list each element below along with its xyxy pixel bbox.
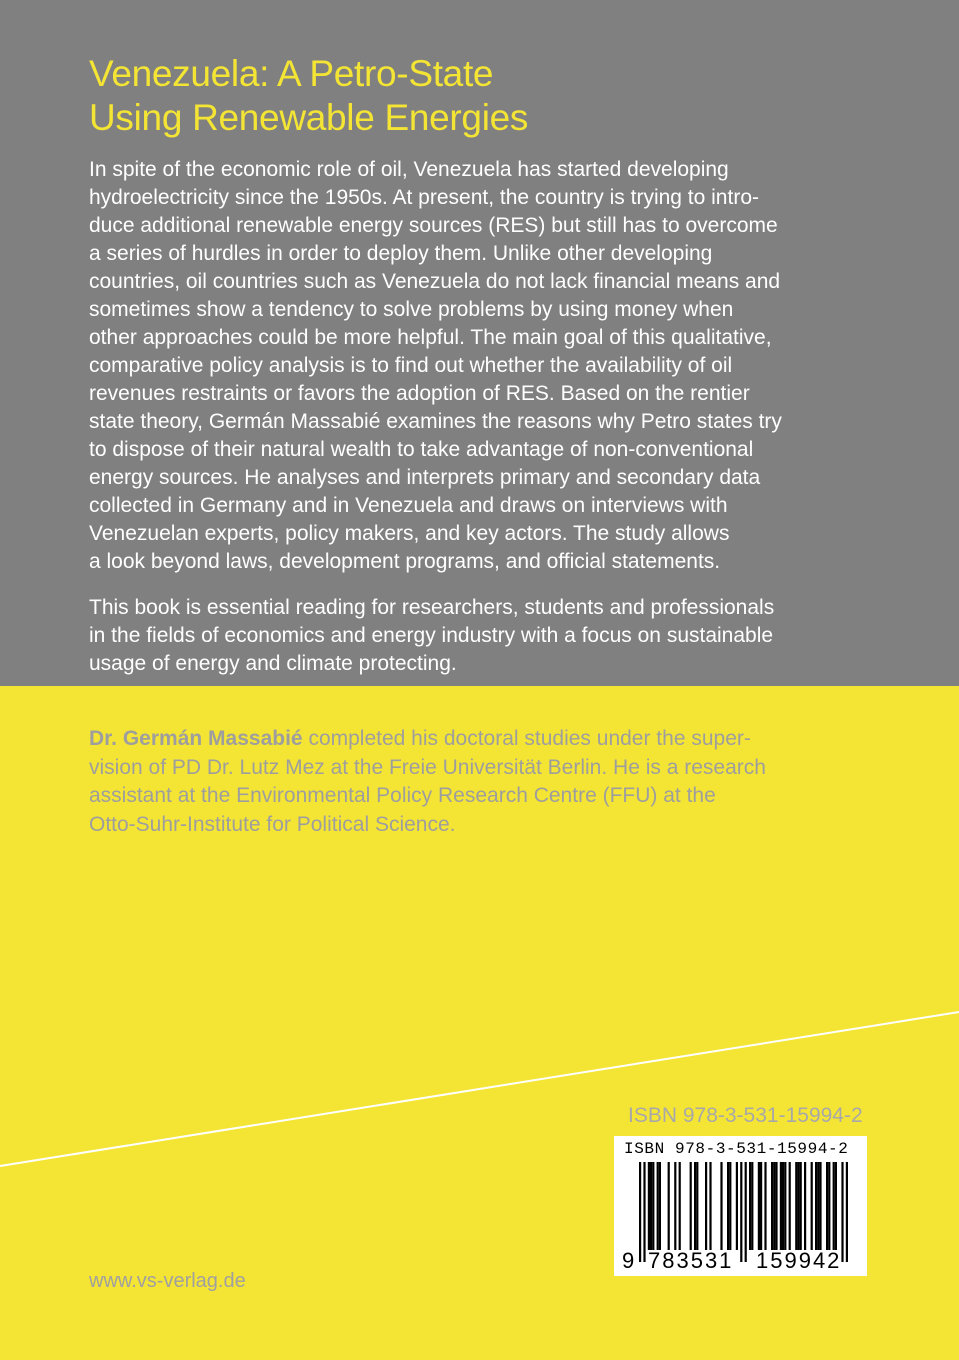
barcode-bar: [797, 1162, 799, 1250]
barcode-bar: [800, 1162, 802, 1250]
barcode-isbn-text: ISBN 978-3-531-15994-2: [624, 1140, 849, 1158]
title-line-2: Using Renewable Energies: [89, 97, 529, 138]
description-line: sometimes show a tendency to solve problems by using money when: [89, 298, 734, 321]
author-name: Dr. Germán Massabié: [89, 727, 303, 750]
barcode-bar: [679, 1162, 681, 1250]
barcode: [614, 1136, 867, 1276]
barcode-bar: [650, 1162, 652, 1250]
barcode-bar: [749, 1162, 751, 1250]
barcode-bar: [764, 1162, 766, 1250]
barcode-digits-right: 159942: [756, 1248, 842, 1273]
barcode-bar: [696, 1162, 698, 1250]
audience-line: in the fields of economics and energy industry with a focus on sustainable: [89, 624, 774, 647]
barcode-bar: [846, 1162, 848, 1262]
barcode-bar: [690, 1162, 692, 1250]
barcode-bar: [729, 1162, 731, 1250]
barcode-bar: [828, 1162, 830, 1250]
description-line: state theory, Germán Massabié examines the reasons why Petro states try: [89, 410, 782, 433]
description-line: hydroelectricity since the 1950s. At present, the country is trying to intro-: [89, 186, 759, 209]
barcode-bar: [727, 1162, 729, 1250]
barcode-bar: [775, 1162, 777, 1250]
barcode-bar: [826, 1162, 828, 1250]
barcode-bar: [819, 1162, 821, 1250]
barcode-bar: [784, 1162, 786, 1250]
barcode-bar: [736, 1162, 738, 1250]
description-line: other approaches could be more helpful. The main goal of this qualitative,: [89, 326, 772, 349]
barcode-bar: [841, 1162, 843, 1262]
barcode-bar: [780, 1162, 782, 1250]
description-line: to dispose of their natural wealth to take advantage of non-conventional: [89, 438, 754, 461]
barcode-bar: [705, 1162, 707, 1250]
barcode-bar: [751, 1162, 753, 1250]
barcode-bar: [835, 1162, 837, 1250]
description-line: comparative policy analysis is to find out whether the availability of oil: [89, 354, 733, 377]
bio-line: completed his doctoral studies under the super-: [302, 727, 751, 750]
barcode-bar: [782, 1162, 784, 1250]
barcode-bar: [795, 1162, 797, 1250]
barcode-bar: [745, 1162, 747, 1262]
description-line: In spite of the economic role of oil, Venezuela has started developing: [89, 158, 729, 181]
barcode-bar: [817, 1162, 819, 1250]
bio-line: assistant at the Environmental Policy Research Centre (FFU) at the: [89, 784, 716, 807]
description-line: energy sources. He analyses and interprets primary and secondary data: [89, 466, 761, 489]
barcode-bar: [740, 1162, 742, 1262]
barcode-bar: [657, 1162, 659, 1250]
barcode-digits: [614, 1248, 867, 1274]
barcode-bar: [789, 1162, 791, 1250]
barcode-bar: [659, 1162, 661, 1250]
barcode-bar: [758, 1162, 760, 1250]
title-line-1: Venezuela: A Petro-State: [89, 53, 494, 94]
audience-line: This book is essential reading for researchers, students and professionals: [89, 596, 775, 619]
bio-line: vision of PD Dr. Lutz Mez at the Freie Universität Berlin. He is a research: [89, 755, 766, 779]
website-url: www.vs-verlag.de: [89, 1270, 246, 1292]
barcode-digit-first: 9: [622, 1248, 635, 1273]
barcode-bar: [760, 1162, 762, 1250]
barcode-bar: [643, 1162, 645, 1262]
barcode-bar: [773, 1162, 775, 1250]
barcode-bar: [674, 1162, 676, 1250]
barcode-bar: [720, 1162, 722, 1250]
barcode-bar: [833, 1162, 835, 1250]
description-line: a series of hurdles in order to deploy them. Unlike other developing: [89, 242, 713, 265]
barcode-bar: [639, 1162, 641, 1262]
audience-line: usage of energy and climate protecting.: [89, 652, 457, 675]
barcode-bar: [815, 1162, 817, 1250]
barcode-bar: [648, 1162, 650, 1250]
barcode-bar: [694, 1162, 696, 1250]
barcode-bar: [771, 1162, 773, 1250]
description-line: duce additional renewable energy sources (RES) but still has to overcome: [89, 214, 778, 237]
description-line: countries, oil countries such as Venezuela do not lack financial means and: [89, 270, 781, 293]
barcode-bar: [668, 1162, 670, 1250]
barcode-bar: [652, 1162, 654, 1250]
barcode-bar: [709, 1162, 711, 1250]
bio-line: Otto-Suhr-Institute for Political Science.: [89, 812, 456, 836]
isbn-label: ISBN 978-3-531-15994-2: [628, 1104, 863, 1127]
barcode-bar: [804, 1162, 806, 1250]
barcode-bar: [811, 1162, 813, 1250]
description-line: revenues restraints or favors the adoption of RES. Based on the rentier: [89, 382, 750, 405]
barcode-digits-left: 783531: [648, 1248, 734, 1273]
description-line: collected in Germany and in Venezuela and draws on interviews with: [89, 494, 728, 517]
description-line: Venezuelan experts, policy makers, and key actors. The study allows: [89, 522, 730, 545]
description-line: a look beyond laws, development programs, and official statements.: [89, 550, 721, 573]
